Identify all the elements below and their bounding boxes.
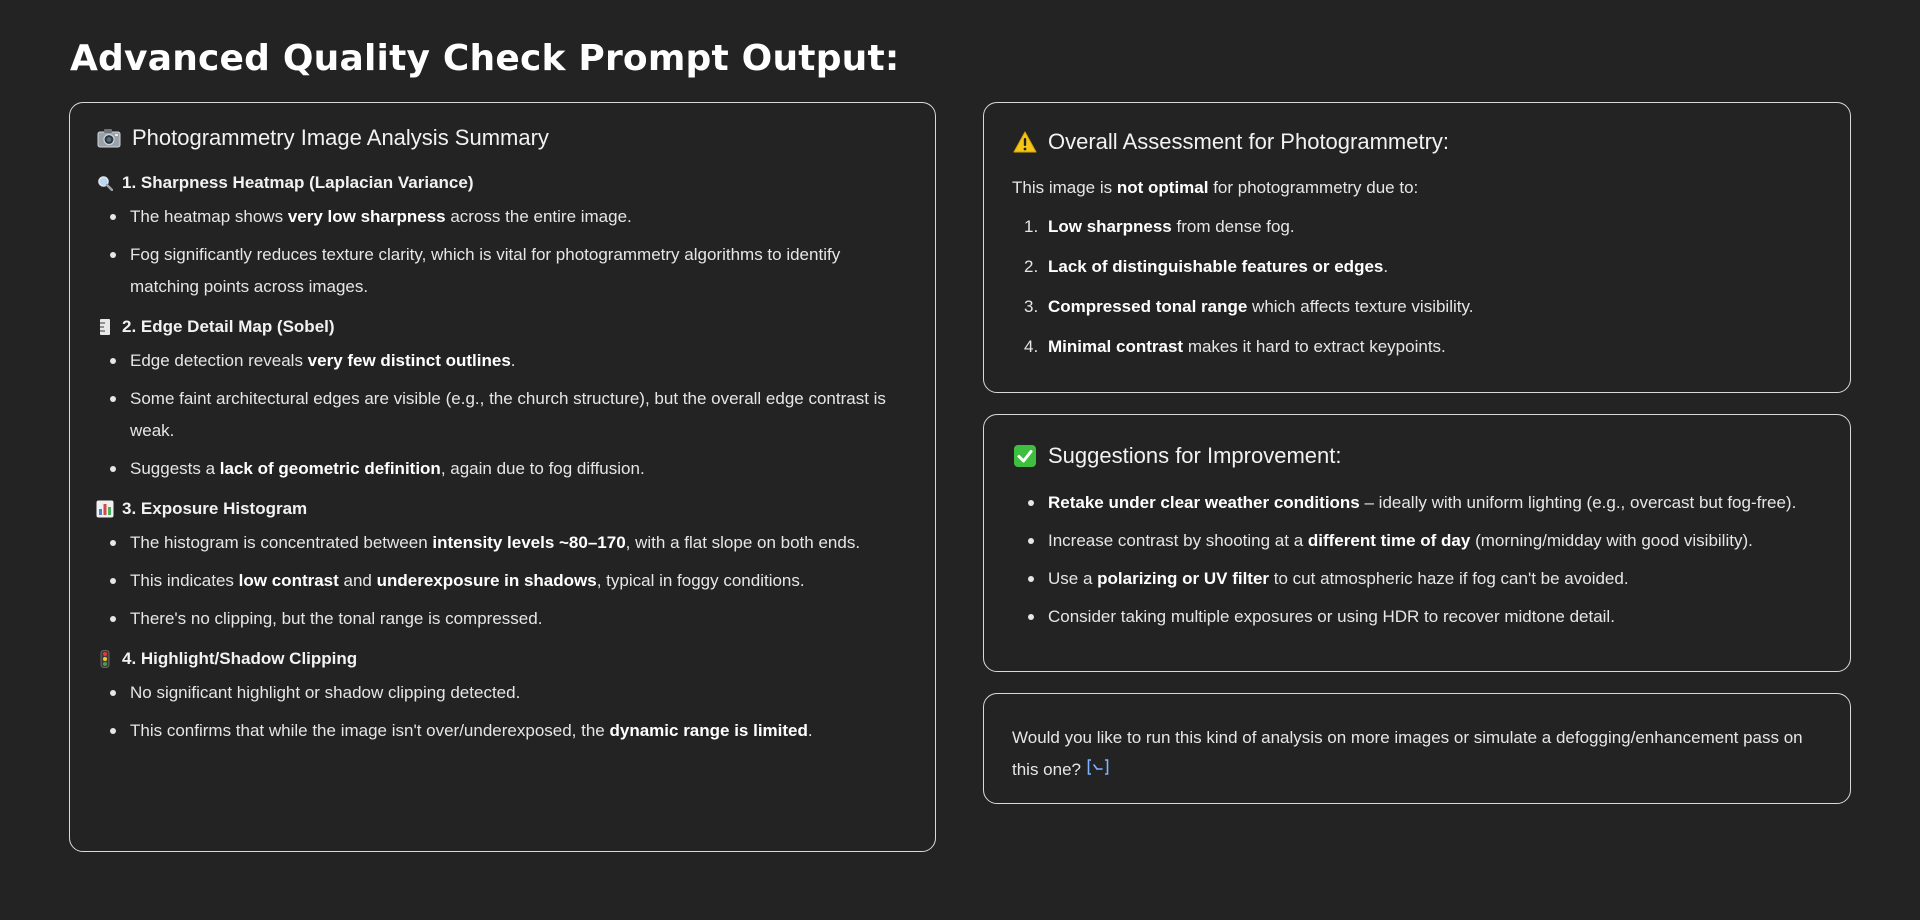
page-title: Advanced Quality Check Prompt Output: [70,38,900,79]
list-item: Consider taking multiple exposures or using HDR to recover midtone detail. [1048,601,1822,633]
magnifier-icon [96,174,114,192]
section-sharpness [96,169,909,303]
ruler-icon [96,318,114,336]
section-title-text: 3. Exposure Histogram [122,499,308,518]
list-item: 2. Lack of distinguishable features or edges. [1024,257,1389,276]
list-item: Fog significantly reduces texture clarity, which is vital for photogrammetry algorithms to identify matching points across images. [130,239,909,303]
overall-assessment-card [983,102,1851,393]
citation-icon[interactable] [1087,755,1109,787]
section-title-edge [96,313,909,341]
histogram-bullets [96,527,909,635]
clipping-bullets [96,677,909,747]
traffic-light-icon [96,650,114,668]
list-item: Increase contrast by shooting at a different time of day (morning/midday with good visibility). [1048,525,1822,557]
suggestions-title-text: Suggestions for Improvement: [1048,443,1342,468]
section-title-clipping [96,645,909,673]
follow-up-question: Would you like to run this kind of analysis on more images or simulate a defogging/enhancement pass on this one? [1012,722,1822,787]
list-item: Retake under clear weather conditions – ideally with uniform lighting (e.g., overcast but fog-free). [1048,487,1822,519]
follow-up-question-card [983,693,1851,804]
analysis-summary-card [69,102,936,852]
list-item: Some faint architectural edges are visible (e.g., the church structure), but the overall edge contrast is weak. [130,383,909,447]
section-exposure-histogram [96,495,909,635]
list-item: 4. Minimal contrast makes it hard to extract keypoints. [1024,337,1446,356]
list-item: 3. Compressed tonal range which affects texture visibility. [1024,297,1474,316]
list-item: This indicates low contrast and underexposure in shadows, typical in foggy conditions. [130,565,909,597]
check-icon [1012,443,1038,469]
section-clipping [96,645,909,747]
bar-chart-icon [96,500,114,518]
suggestions-card [983,414,1851,672]
assessment-title [1012,125,1822,159]
section-title-histogram [96,495,909,523]
section-title-text: 1. Sharpness Heatmap (Laplacian Variance) [122,173,474,192]
assessment-title-text: Overall Assessment for Photogrammetry: [1048,129,1450,154]
list-item: The heatmap shows very low sharpness across the entire image. [130,201,909,233]
warning-icon [1012,129,1038,155]
edge-bullets [96,345,909,485]
suggestions-title [1012,439,1822,473]
sharpness-bullets [96,201,909,303]
list-item: Suggests a lack of geometric definition, again due to fog diffusion. [130,453,909,485]
list-item: Edge detection reveals very few distinct outlines. [130,345,909,377]
list-item: No significant highlight or shadow clipping detected. [130,677,909,709]
section-title-text: 4. Highlight/Shadow Clipping [122,649,358,668]
section-title-text: 2. Edge Detail Map (Sobel) [122,317,335,336]
section-edge-detail [96,313,909,485]
section-title-sharpness [96,169,909,197]
list-item: 1. Low sharpness from dense fog. [1024,217,1295,236]
list-item: The histogram is concentrated between intensity levels ~80–170, with a flat slope on both ends. [130,527,909,559]
summary-title-text: Photogrammetry Image Analysis Summary [132,125,549,150]
assessment-list [1012,211,1822,363]
list-item: Use a polarizing or UV filter to cut atmospheric haze if fog can't be avoided. [1048,563,1822,595]
list-item: There's no clipping, but the tonal range is compressed. [130,603,909,635]
suggestions-list [1012,487,1822,633]
list-item: This confirms that while the image isn't over/underexposed, the dynamic range is limited. [130,715,909,747]
camera-icon [96,125,122,151]
assessment-intro: This image is not optimal for photogrammetry due to: [1012,178,1419,197]
summary-title [96,121,909,155]
